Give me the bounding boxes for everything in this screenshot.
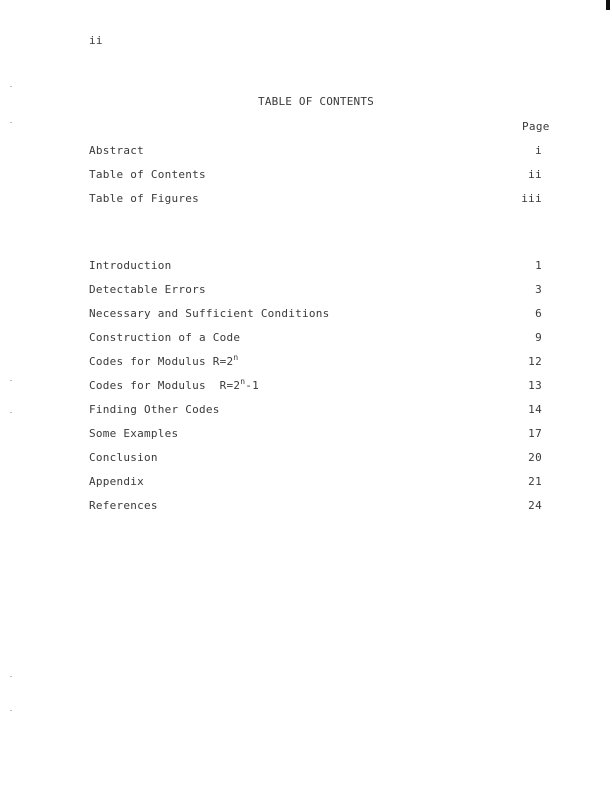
toc-entry (89, 144, 546, 168)
toc-entry (89, 331, 546, 355)
toc-entry-page: 20 (528, 451, 542, 464)
scan-edge-mark (606, 0, 610, 10)
scan-speck (10, 380, 12, 381)
toc-entry-label: Finding Other Codes (89, 403, 220, 416)
toc-entry (89, 379, 546, 403)
scan-speck (10, 676, 12, 677)
toc-entry-page: 24 (528, 499, 542, 512)
front-matter-list (89, 144, 546, 216)
toc-entry-label: Construction of a Code (89, 331, 241, 344)
toc-entry-label-superscript: n (240, 377, 246, 386)
toc-entry-page: 12 (528, 355, 542, 368)
toc-entry (89, 403, 546, 427)
toc-entry-page: 6 (535, 307, 542, 320)
toc-entry-page: iii (521, 192, 542, 205)
toc-entry-label: Introduction (89, 259, 172, 272)
toc-entry (89, 168, 546, 192)
toc-entry-label-prefix: Codes for Modulus R=2 (89, 379, 241, 392)
toc-entry-page: 14 (528, 403, 542, 416)
toc-entry-page: 21 (528, 475, 542, 488)
toc-entry (89, 427, 546, 451)
toc-entry-label: Conclusion (89, 451, 158, 464)
toc-entry (89, 259, 546, 283)
toc-entry-label: Abstract (89, 144, 144, 157)
toc-entry-label: Detectable Errors (89, 283, 206, 296)
toc-entry-page: 13 (528, 379, 542, 392)
toc-entry-page: i (535, 144, 542, 157)
toc-entry-page: 3 (535, 283, 542, 296)
toc-entry-page: 1 (535, 259, 542, 272)
toc-entry-label: Some Examples (89, 427, 179, 440)
toc-entry-label: Appendix (89, 475, 144, 488)
sections-list (89, 259, 546, 523)
toc-entry-label: Table of Figures (89, 192, 199, 205)
page-number: ii (89, 34, 103, 47)
toc-entry-page: 9 (535, 331, 542, 344)
toc-entry (89, 451, 546, 475)
scan-speck (10, 122, 12, 123)
toc-entry (89, 355, 546, 379)
toc-entry-label: Table of Contents (89, 168, 206, 181)
scan-speck (10, 86, 12, 87)
toc-entry-label-prefix: Codes for Modulus R=2 (89, 355, 234, 368)
toc-entry-label (89, 379, 259, 393)
scan-speck (10, 710, 12, 711)
scan-speck (10, 412, 12, 413)
toc-entry (89, 475, 546, 499)
page-title: TABLE OF CONTENTS (258, 95, 374, 108)
toc-entry-label-suffix: -1 (245, 379, 260, 392)
toc-entry-page: 17 (528, 427, 542, 440)
toc-entry-label-superscript: n (233, 353, 239, 362)
toc-entry-label (89, 355, 238, 369)
toc-entry-label: Necessary and Sufficient Conditions (89, 307, 330, 320)
toc-entry (89, 499, 546, 523)
page-column-header: Page (522, 120, 550, 133)
toc-entry-page: ii (528, 168, 542, 181)
toc-entry-label: References (89, 499, 158, 512)
toc-entry (89, 192, 546, 216)
toc-entry (89, 307, 546, 331)
toc-entry (89, 283, 546, 307)
